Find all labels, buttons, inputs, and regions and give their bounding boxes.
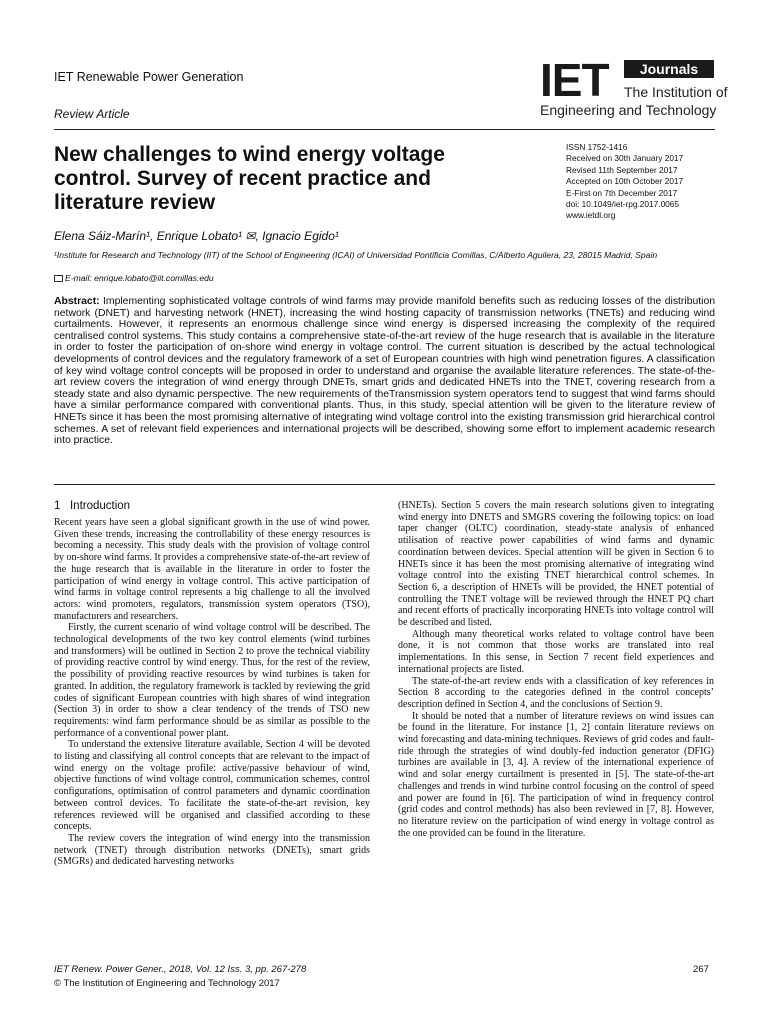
left-column <box>54 517 370 868</box>
abstract-text: Implementing sophisticated voltage controls of wind farms may provide manifold benefits such as reducing losses of the distribution network (DNET) and harvesting network (HNET), increasing the wind hosting capacity of transmission networks (TNETs) and reducing wind curtailments. However, it represents an enormous challenge since wind energy is dispersed increasing the complexity of the required centralised control systems. This study contains a comprehensive state-of-the-art review of the huge research that is available in the literature in order to foster the participation of on-shore wind energy in voltage control. The current situation is described by the actual technological developments of control devices and the regulatory framework of a set of European countries with high wind penetration figures. A classification of key wind voltage control concepts will be proposed in order to understand and organise the available literature references. The state-of-the-art review covers the integration of wind energy through DNETs, smart grids and dedicated HNETs into the TNET, covering research from a steady state and also dynamic perspective. The new requirements of theTransmission system operators tend to suggest that wind farms should have a similar performance compared with conventional plants. Thus, in this study, special attention will be given to the literature review of HNETs since it has been the most promising alternative of integrating wind voltage control into the existing transmission grid hierarchical control schemes. A set of relevant field experiences and international projects will be described, showing some effort to implement academic research into practice. <box>54 296 716 447</box>
footer-citation-text: IET Renew. Power Gener., 2018, Vol. 12 Iss. 3, pp. 267-278 <box>54 964 307 975</box>
paragraph: It should be noted that a number of literature reviews on wind issues can be found in the literature. For instance [1, 2] contain literature reviews on wind forecasting and data-mining techniques. Reviews of grid codes and fault-ride through the strategies of wind doubly-fed induction generator (DFIG) turbines are available in [3, 4]. A review of the international experience of wind and solar energy curtailment is presented in [5]. The state-of-the-art challenges and trends in wind turbine control focusing on the control of speed and power are found in [6]. The participation of wind in frequency control (grid codes and control methods) has also been reviewed in [7, 8]. However, no literature review on the participation of wind energy in voltage control as the one provided can be found in the literature. <box>398 710 714 839</box>
revised-date: Revised 11th September 2017 <box>566 164 678 175</box>
section-heading-introduction: 1 Introduction <box>54 500 131 512</box>
abstract-divider <box>54 484 715 485</box>
abstract <box>54 296 715 447</box>
paragraph: The state-of-the-art review ends with a classification of key references in Section 8 according to the categories defined in the control concepts’ description defined in Section 4, and the conclusions of Section 9. <box>398 675 714 710</box>
accepted-date: Accepted on 10th October 2017 <box>566 176 684 187</box>
article-title: New challenges to wind energy voltage control. Survey of recent practice and literature review <box>54 143 445 214</box>
corresponding-email[interactable] <box>54 273 214 283</box>
logo-institution-line2: Engineering and Technology <box>540 102 717 118</box>
logo-institution-line1: The Institution of <box>624 84 728 100</box>
issn: ISSN 1752-1416 <box>566 142 628 152</box>
author-list: Elena Sáiz-Marín¹, Enrique Lobato¹ ✉, Ignacio Egido¹ <box>54 229 339 243</box>
right-column <box>398 500 714 839</box>
journal-name: IET Renewable Power Generation <box>54 70 244 84</box>
paragraph: Firstly, the current scenario of wind voltage control will be described. The technological developments of the two key control elements (wind turbines and transformers) will be outlined in Section 2 to prove the technical viability of providing reactive control by wind energy. Thus, for the rest of the review, the possibility of providing reactive resources by wind turbines is taken for granted. In addition, the regulatory framework is tackled by reviewing the grid codes of significant European countries with high shares of wind integration (Section 3) in order to show a clear tendency of the trends of TSO new requirements: wind farm performance should be as similar as possible to the performance of a conventional power plant. <box>54 622 370 739</box>
logo-mark: IET <box>540 54 609 106</box>
affiliation: ¹Institute for Research and Technology (IIT) of the School of Engineering (ICAI) of Universidad Pontificia Comillas, C/Alberto Aguilera, 23, 28015 Madrid, Spain <box>54 250 658 260</box>
header-divider <box>54 129 715 130</box>
efirst-date: E-First on 7th December 2017 <box>566 187 678 198</box>
envelope-icon <box>54 275 63 282</box>
logo-journals-label: Journals <box>624 60 714 78</box>
footer-citation <box>54 964 306 975</box>
abstract-label: Abstract: <box>54 296 100 307</box>
article-type: Review Article <box>54 107 130 121</box>
email-text[interactable]: E-mail: enrique.lobato@iit.comillas.edu <box>65 273 214 283</box>
paragraph: Recent years have seen a global significant growth in the use of wind power. Given these trends, increasing the controllability of these energy resources is becoming a necessity. This study deals with the provision of voltage control by on-shore wind farms. It provides a comprehensive state-of-the-art review of the huge research that is available in the literature in order to foster the participation of wind energy in voltage control. This active participation of wind farms in voltage control represents a big challenge to all the involved actors: wind promoters, regulators, transmission system operators (TSO), manufacturers and researchers. <box>54 517 370 622</box>
paragraph: (HNETs). Section 5 covers the main research solutions given to integrating wind energy into DNETS and SMGRS covering the following topics: on load taper changer (OLTC) coordination, steady-state analysis of enhanced utilisation of reactive power capabilities of wind farms and dynamic coordination between devices. Special attention will be given in Section 6 to HNETs since it has been the most promising alternative of integrating wind voltage control into the existing TNET hierarchical control schemes. In Section 6, a description of HNETs will be provided, the HNET potential of controlling the TNET voltage will be reviewed through the HNET PQ chart and recent efforts of practically incorporating HNETs into voltage control will be described and listed. <box>398 500 714 629</box>
paragraph: To understand the extensive literature available, Section 4 will be devoted to listing and classifying all control concepts that are relevant to the impact of wind energy on the voltage profile: active/passive behaviour of wind, objective functions of wind voltage control, communication schemes, control configurations, optimisation of control parameters and dynamic coordination between control devices. To facilitate the state-of-the-art revision, key references reviewed will be organised and classified according to these concepts. <box>54 739 370 833</box>
paragraph: The review covers the integration of wind energy into the transmission network (TNET) through distribution networks (DNETs), smart grids (SMGRs) and dedicated harvesting networks <box>54 832 370 868</box>
footer-copyright: © The Institution of Engineering and Technology 2017 <box>54 978 280 989</box>
article-metadata <box>566 142 716 222</box>
received-date: Received on 30th January 2017 <box>566 153 684 164</box>
doi[interactable]: doi: 10.1049/iet-rpg.2017.0065 <box>566 199 680 210</box>
paragraph: Although many theoretical works related to voltage control have been done, it is not common that those works are translated into real implementations. In this sense, in Section 7 recent field experiences and international projects are listed. <box>398 628 714 675</box>
page-number: 267 <box>693 964 709 975</box>
iet-logo <box>540 54 728 122</box>
website-link[interactable]: www.ietdl.org <box>566 210 616 221</box>
